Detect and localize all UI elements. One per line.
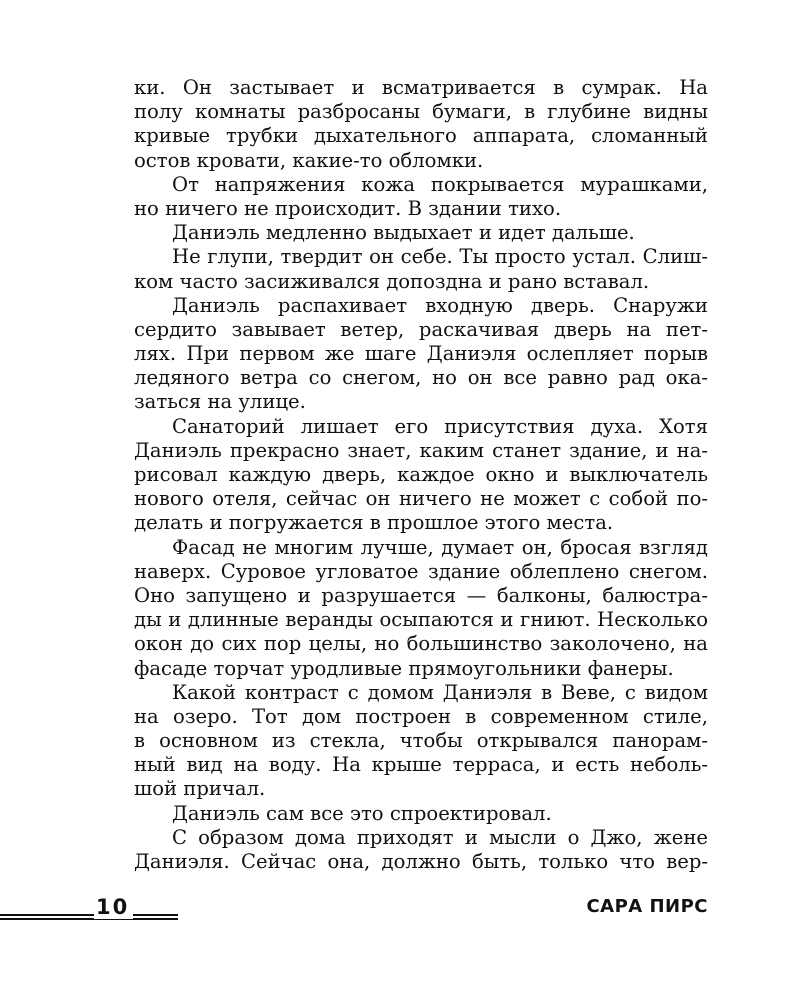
text-line: заться на улице.: [134, 390, 306, 414]
page-footer: [0, 893, 800, 933]
body-text: [134, 76, 708, 874]
text-line: шой причал.: [134, 777, 266, 801]
text-line: делать и погружается в прошлое этого места.: [134, 511, 614, 535]
running-head-author: САРА ПИРС: [586, 896, 708, 917]
text-line: но ничего не происходит. В здании тихо.: [134, 196, 562, 220]
text-line: полу комнаты разбросаны бумаги, в глубине видны: [134, 100, 708, 124]
text-line: Какой контраст с домом Даниэля в Веве, с видом: [172, 680, 708, 704]
text-line: кривые трубки дыхательного аппарата, сломанный: [134, 124, 708, 148]
text-line: на озеро. Тот дом построен в современном стиле,: [134, 704, 708, 728]
text-line: Даниэль прекрасно знает, каким станет здание, и на-: [134, 438, 708, 462]
text-line: Санаторий лишает его присутствия духа. Хотя: [172, 414, 708, 438]
text-line: остов кровати, какие-то обломки.: [134, 148, 484, 172]
text-line: ком часто засиживался допоздна и рано вставал.: [134, 269, 650, 293]
text-line: С образом дома приходят и мысли о Джо, жене: [172, 825, 708, 849]
text-line: Фасад не многим лучше, думает он, бросая взгляд: [172, 535, 708, 559]
text-line: лях. При первом же шаге Даниэля ослепляет порыв: [134, 342, 708, 366]
footer-rule: [0, 918, 178, 920]
text-line: наверх. Суровое угловатое здание облеплено снегом.: [134, 559, 708, 583]
text-line: Даниэль распахивает входную дверь. Снаружи: [172, 293, 708, 317]
text-line: Даниэль сам все это спроектировал.: [172, 801, 552, 825]
text-line: ледяного ветра со снегом, но он все равно рад ока-: [134, 366, 708, 390]
text-line: Даниэля. Сейчас она, должно быть, только что вер-: [134, 850, 708, 873]
text-line: рисовал каждую дверь, каждое окно и выключатель: [134, 463, 708, 486]
page-number: 10: [94, 895, 133, 919]
text-line: окон до сих пор целы, но большинство заколочено, на: [134, 632, 708, 656]
text-line: ки. Он застывает и всматривается в сумрак. На: [134, 76, 708, 99]
text-line: фасаде торчат уродливые прямоугольники фанеры.: [134, 656, 674, 680]
text-line: в основном из стекла, чтобы открывался панорам-: [134, 729, 708, 753]
text-line: Даниэль медленно выдыхает и идет дальше.: [172, 221, 635, 245]
text-line: Оно запущено и разрушается — балконы, балюстра-: [134, 583, 708, 607]
footer-rule: [0, 914, 178, 916]
text-line: От напряжения кожа покрывается мурашками,: [172, 172, 708, 196]
text-line: Не глупи, твердит он себе. Ты просто устал. Слиш-: [172, 245, 708, 269]
text-line: ный вид на воду. На крыше терраса, и есть неболь-: [134, 753, 708, 777]
text-line: ды и длинные веранды осыпаются и гниют. Несколько: [134, 608, 708, 632]
text-line: нового отеля, сейчас он ничего не может с собой по-: [134, 487, 708, 511]
text-line: сердито завывает ветер, раскачивая дверь на пет-: [134, 317, 708, 341]
